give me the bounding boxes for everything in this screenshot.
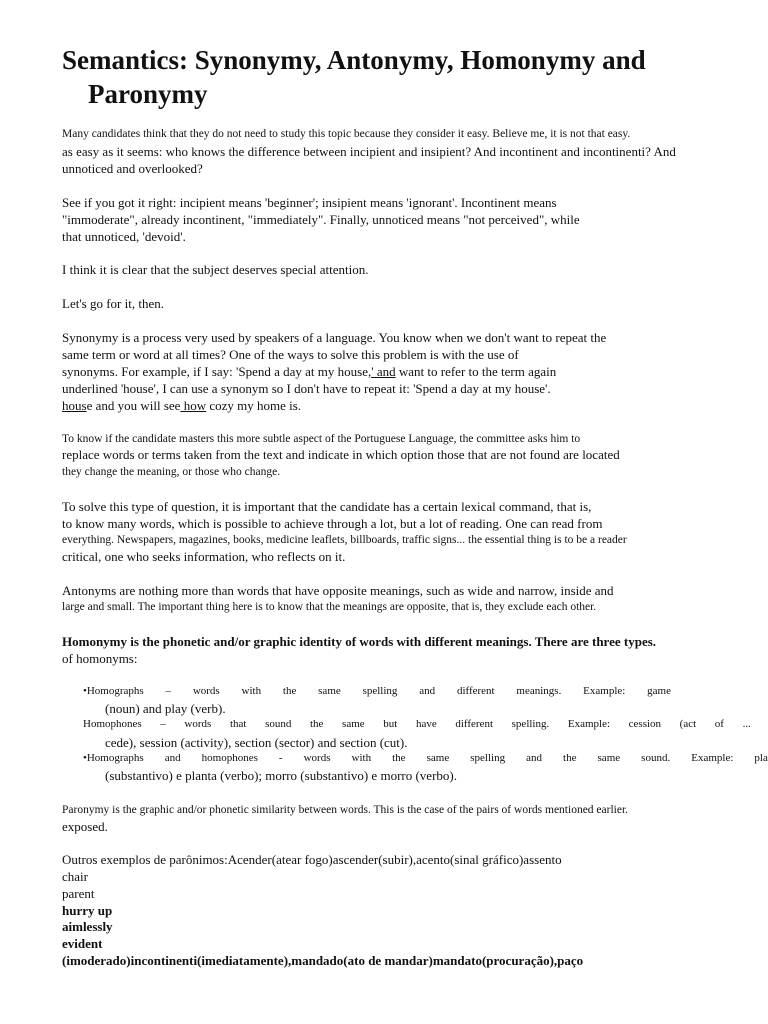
word: and	[526, 752, 543, 764]
word: different	[456, 685, 495, 697]
bullet-homophones-line-2: cede), session (activity), section (sector) and section (cut).	[105, 735, 408, 750]
paragraph-11-line-7: (imoderado)incontinenti(imediatamente),mandado(ato de mandar)mandato(procuração),paço	[62, 953, 584, 968]
word: same	[318, 685, 341, 697]
paragraph-7-line-2: to know many words, which is possible to achieve through a lot, but a lot of reading. One can read from	[62, 516, 603, 531]
word: sound	[265, 718, 292, 730]
word: different	[455, 718, 494, 730]
page-title	[62, 43, 752, 111]
paragraph-5-line-3	[62, 364, 556, 380]
word: the	[563, 752, 577, 764]
word: same	[597, 752, 621, 764]
title-line-2: Paronymy	[88, 79, 208, 109]
paragraph-1-line-3: unnoticed and overlooked?	[62, 161, 203, 176]
paragraph-11-line-4: hurry up	[62, 903, 113, 918]
paragraph-5-line-3-part-a: synonyms. For example, if I say: 'Spend a day at my house	[62, 364, 368, 379]
paragraph-5-line-1: Synonymy is a process very used by speakers of a language. You know when we don't want to repeat the	[62, 330, 607, 345]
word: the	[309, 718, 324, 730]
paragraph-11-line-2: chair	[62, 869, 88, 884]
underlined-fragment: hous	[62, 398, 87, 413]
paragraph-7-line-3: everything. Newspapers, magazines, books, medicine leaflets, billboards, traffic signs... the essential thing is to be a reader	[62, 534, 627, 546]
paragraph-3: I think it is clear that the subject deserves special attention.	[62, 262, 369, 277]
paragraph-5-line-5	[62, 398, 301, 414]
paragraph-5-line-3-part-c: want to refer to the term again	[395, 364, 557, 379]
paragraph-11-line-6: evident	[62, 936, 103, 951]
paragraph-2-line-2: "immoderate", already incontinent, "immediately". Finally, unnoticed means "not perceived", while	[62, 212, 580, 227]
paragraph-7-line-4: critical, one who seeks information, who reflects on it.	[62, 549, 346, 564]
word: –	[160, 718, 166, 730]
bullet-homophones-line-1	[83, 717, 751, 731]
paragraph-1-line-2: as easy as it seems: who knows the difference between incipient and insipient? And incontinent and incontinenti? And	[62, 144, 676, 159]
paragraph-10-line-1: Paronymy is the graphic and/or phonetic similarity between words. This is the case of the pairs of words mentioned earlier.	[62, 804, 629, 816]
word: homophones	[201, 752, 258, 764]
word: words	[303, 752, 331, 764]
word: sound.	[641, 752, 671, 764]
paragraph-5-line-2: same term or word at all times? One of the ways to solve this problem is with the use of	[62, 347, 519, 362]
word: meanings.	[516, 685, 562, 697]
paragraph-5-line-4: underlined 'house', I can use a synonym so I don't have to repeat it: 'Spend a day at my house'.	[62, 381, 551, 396]
paragraph-11-line-1: Outros exemplos de parônimos:Acender(atear fogo)ascender(subir),acento(sinal gráfico)assento	[62, 852, 562, 867]
word: and	[164, 752, 181, 764]
paragraph-6-line-1: To know if the candidate masters this more subtle aspect of the Portuguese Language, the committee asks him to	[62, 433, 581, 445]
word: the	[282, 685, 297, 697]
paragraph-11-line-3: parent	[62, 886, 95, 901]
word: Example:	[583, 685, 626, 697]
word: spelling	[362, 685, 398, 697]
paragraph-9-line-2: of homonyms:	[62, 651, 138, 666]
word: •Homographs	[83, 685, 144, 697]
word: words	[192, 685, 220, 697]
word: but	[383, 718, 398, 730]
word: that	[229, 718, 247, 730]
word: ...	[742, 718, 751, 730]
bullet-homographs-homophones-line-2: (substantivo) e planta (verbo); morro (substantivo) e morro (verbo).	[105, 768, 457, 783]
word: Example:	[567, 718, 611, 730]
paragraph-11-line-5: aimlessly	[62, 919, 113, 934]
paragraph-5-line-5-part-b: e and you will see	[86, 398, 181, 413]
word: Example:	[691, 752, 734, 764]
paragraph-5-line-5-part-d: cozy my home is.	[206, 398, 302, 413]
word: •Homographs	[83, 752, 144, 764]
word: –	[165, 685, 171, 697]
word: cession	[628, 718, 662, 730]
paragraph-8-line-2: large and small. The important thing here is to know that the meanings are opposite, that is, they exclude each other.	[62, 601, 597, 613]
bullet-homographs-homophones-line-1	[83, 751, 768, 765]
paragraph-2-line-1: See if you got it right: incipient means 'beginner'; insipient means 'ignorant'. Incontinent means	[62, 195, 557, 210]
word: spelling.	[511, 718, 550, 730]
word: with	[351, 752, 372, 764]
word: same	[342, 718, 365, 730]
word: and	[419, 685, 436, 697]
paragraph-7-line-1: To solve this type of question, it is important that the candidate has a certain lexical command, that is,	[62, 499, 592, 514]
word: the	[392, 752, 406, 764]
word: with	[241, 685, 262, 697]
underlined-fragment: ,' and	[368, 364, 396, 379]
word: Homophones	[83, 718, 142, 730]
underlined-fragment: how	[180, 398, 207, 413]
title-line-1: Semantics: Synonymy, Antonymy, Homonymy and	[62, 45, 646, 75]
paragraph-8-line-1: Antonyms are nothing more than words that have opposite meanings, such as wide and narrow, inside and	[62, 583, 614, 598]
paragraph-1-line-1: Many candidates think that they do not need to study this topic because they consider it easy. Believe me, it is not that easy.	[62, 128, 631, 140]
bullet-homographs-line-2: (noun) and play (verb).	[105, 701, 226, 716]
word: words	[184, 718, 212, 730]
paragraph-9-line-1: Homonymy is the phonetic and/or graphic identity of words with different meanings. There are three types.	[62, 634, 657, 649]
word: game	[647, 685, 671, 697]
paragraph-4: Let's go for it, then.	[62, 296, 164, 311]
paragraph-10-line-2: exposed.	[62, 819, 108, 834]
word: of	[714, 718, 724, 730]
paragraph-2-line-3: that unnoticed, 'devoid'.	[62, 229, 186, 244]
word: spelling	[470, 752, 506, 764]
word: pla	[754, 752, 768, 764]
paragraph-6-line-3: they change the meaning, or those who change.	[62, 466, 281, 478]
bullet-homographs-line-1	[83, 684, 671, 698]
word: same	[426, 752, 450, 764]
word: (act	[679, 718, 697, 730]
word: have	[415, 718, 437, 730]
word: -	[278, 752, 283, 764]
paragraph-6-line-2: replace words or terms taken from the text and indicate in which option those that are not found are located	[62, 447, 620, 462]
